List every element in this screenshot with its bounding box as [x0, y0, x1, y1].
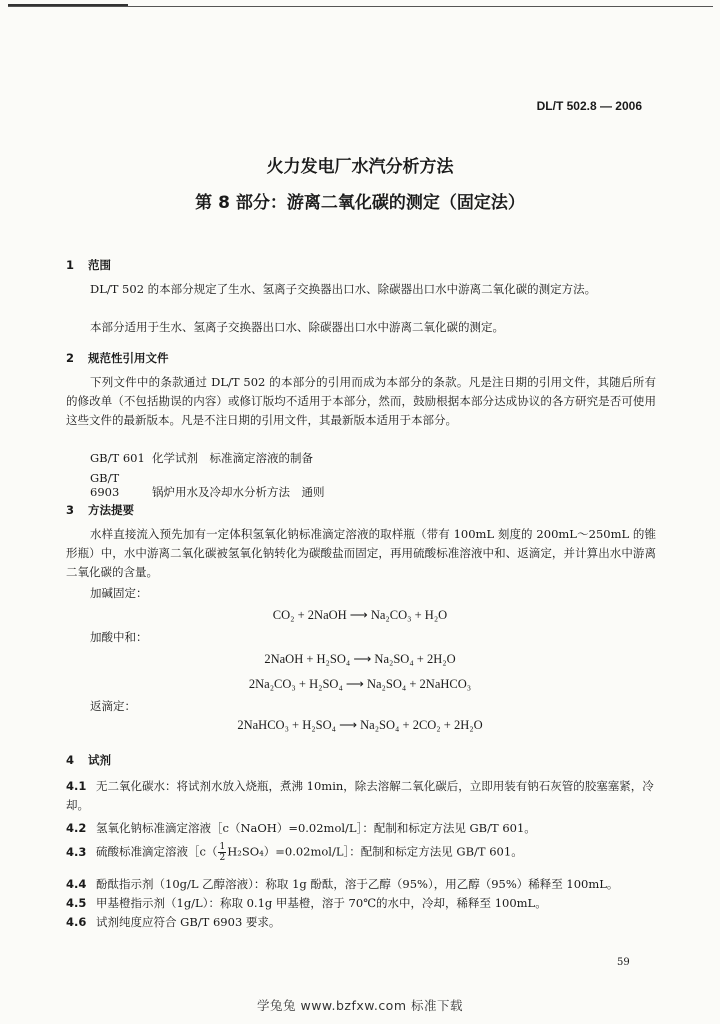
reference-title: 锅炉用水及冷却水分析方法 通则 — [152, 485, 325, 499]
section-3-paragraph-1: 水样直接流入预先加有一定体积氢氧化钠标准滴定溶液的取样瓶（带有 100mL 刻度的 200mL～250mL 的锥形瓶）中，水中游离二氧化碳被氢氧化钠转化为碳酸盐而固定，再用硫酸标准溶液中和、返滴定，并计算出水中游离二氧化碳的含量。 — [66, 527, 656, 579]
section-1-heading — [66, 257, 111, 273]
reagent-item-4-1 — [66, 777, 658, 815]
reagent-number: 4.1 — [66, 779, 87, 793]
section-2-paragraph-1: 下列文件中的条款通过 DL/T 502 的本部分的引用而成为本部分的条款。凡是注日期的引用文件，其随后所有的修改单（不包括勘误的内容）或修订版均不适用于本部分，然而，鼓励根据本部分达成协议的各方研究是否可使用这些文件的最新版本。凡是不注日期的引用文件，其最新版本适用于本部分。 — [66, 375, 656, 427]
reagent-item-4-6 — [66, 913, 658, 932]
equation-1: CO₂ + 2NaOH ⟶ Na₂CO₃ + H₂O — [272, 608, 448, 622]
reagent-number: 4.2 — [66, 821, 87, 835]
fraction-denominator: 2 — [219, 853, 226, 863]
section-number: 4 — [66, 753, 75, 767]
section-1-paragraph-2: 本部分适用于生水、氢离子交换器出口水、除碳器出口水中游离二氧化碳的测定。 — [90, 320, 504, 334]
document-subtitle: 第 8 部分：游离二氧化碳的测定（固定法） — [195, 193, 525, 213]
reagent-number: 4.3 — [66, 844, 87, 859]
page-number: 59 — [617, 957, 630, 968]
section-2-heading — [66, 350, 169, 366]
equation-label-back-titration: 返滴定： — [90, 699, 136, 713]
reagent-text-pre: 硫酸标准滴定溶液［c（ — [96, 844, 218, 859]
fraction — [218, 842, 226, 863]
reference-code: GB/T 601 — [90, 451, 145, 465]
top-rule — [8, 6, 713, 7]
reagent-item-4-4 — [66, 875, 658, 894]
equation-label-alkali: 加碱固定： — [90, 586, 148, 600]
fraction-numerator: 1 — [219, 842, 226, 852]
reference-title: 化学试剂 标准滴定溶液的制备 — [152, 451, 313, 465]
reagent-number: 4.6 — [66, 915, 87, 929]
standard-number: DL/T 502.8 — 2006 — [536, 99, 642, 113]
section-title: 范围 — [88, 258, 111, 272]
equation-4: 2NaHCO₃ + H₂SO₄ ⟶ Na₂SO₄ + 2CO₂ + 2H₂O — [237, 718, 483, 732]
section-3-heading — [66, 502, 134, 518]
document-title: 火力发电厂水汽分析方法 — [266, 157, 454, 177]
equation-2: 2NaOH + H₂SO₄ ⟶ Na₂SO₄ + 2H₂O — [264, 652, 456, 666]
section-title: 试剂 — [88, 753, 111, 767]
section-1-paragraph-1: DL/T 502 的本部分规定了生水、氢离子交换器出口水、除碳器出口水中游离二氧化碳的测定方法。 — [90, 282, 597, 296]
reagent-text: 甲基橙指示剂（1g/L）：称取 0.1g 甲基橙，溶于 70℃的水中，冷却，稀释至 100mL。 — [96, 896, 547, 910]
section-title: 方法提要 — [88, 503, 134, 517]
reagent-text: 氢氧化钠标准滴定溶液［c（NaOH）=0.02mol/L］：配制和标定方法见 GB/T 601。 — [96, 821, 536, 835]
reagent-item-4-5 — [66, 894, 658, 913]
equation-3: 2Na₂CO₃ + H₂SO₄ ⟶ Na₂SO₄ + 2NaHCO₃ — [248, 677, 472, 691]
reference-item — [90, 471, 325, 500]
section-number: 2 — [66, 351, 75, 365]
reagent-text-post: H₂SO₄）=0.02mol/L］：配制和标定方法见 GB/T 601。 — [227, 844, 523, 859]
reagent-text: 酚酞指示剂（10g/L 乙醇溶液）：称取 1g 酚酞，溶于乙醇（95%），用乙醇（95%）稀释至 100mL。 — [96, 877, 619, 891]
reference-item — [90, 450, 313, 466]
section-number: 1 — [66, 258, 75, 272]
reagent-text: 无二氧化碳水：将试剂水放入烧瓶，煮沸 10min，除去溶解二氧化碳后，立即用装有钠石灰管的胶塞塞紧，冷却。 — [66, 779, 654, 812]
section-title: 规范性引用文件 — [88, 351, 169, 365]
reference-code: GB/T 6903 — [90, 471, 120, 499]
equation-label-acid: 加酸中和： — [90, 630, 148, 644]
footer-watermark: 学兔兔 www.bzfxw.com 标准下载 — [257, 998, 463, 1013]
reagent-number: 4.4 — [66, 877, 87, 891]
section-number: 3 — [66, 503, 75, 517]
section-4-heading — [66, 752, 111, 768]
reagent-item-4-3 — [66, 842, 658, 863]
reagent-text: 试剂纯度应符合 GB/T 6903 要求。 — [96, 915, 281, 929]
reagent-number: 4.5 — [66, 896, 87, 910]
reagent-item-4-2 — [66, 819, 658, 838]
